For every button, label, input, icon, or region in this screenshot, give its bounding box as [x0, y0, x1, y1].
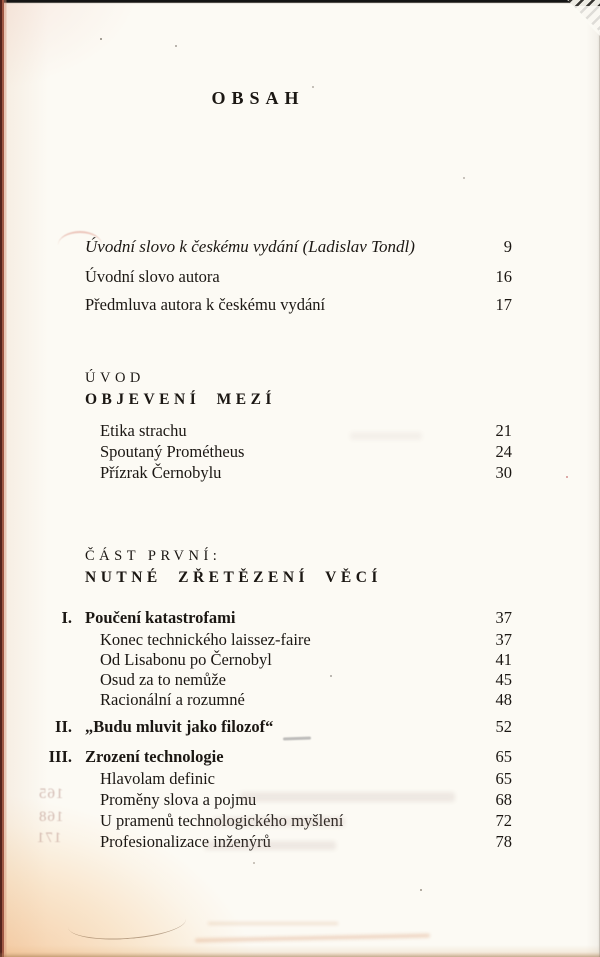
entry-label: Proměny slova a pojmu	[100, 790, 257, 809]
chapter-numeral: I.	[61, 608, 72, 627]
show-through-page-number: 168	[38, 809, 64, 825]
toc-row	[100, 441, 512, 462]
entry-label: Hlavolam definic	[100, 769, 216, 788]
entry-page-number: 37	[495, 630, 512, 649]
chapter-title: Zrození technologie	[85, 747, 224, 766]
toc-chapter-row	[40, 746, 512, 767]
entry-page-number: 72	[495, 811, 512, 830]
show-through-text-smudge	[204, 841, 336, 850]
toc-row	[100, 689, 512, 710]
section-kicker: ÚVOD	[85, 370, 145, 386]
entry-page-number: 48	[495, 690, 512, 709]
entry-page-number: 24	[495, 442, 512, 461]
entry-page-number: 21	[495, 421, 512, 440]
pencil-mark	[283, 737, 311, 741]
section-kicker: ČÁST PRVNÍ:	[85, 548, 222, 564]
entry-label: U pramenů technologického myšlení	[100, 811, 344, 830]
scratch-mark	[67, 904, 187, 943]
chapter-numeral: III.	[48, 747, 72, 766]
show-through-page-number: 171	[36, 830, 62, 846]
chapter-title: „Budu mluvit jako filozof“	[85, 717, 274, 736]
page-bottom-edge	[0, 952, 600, 957]
toc-chapter-row	[40, 607, 512, 628]
stain-streak	[208, 922, 338, 925]
entry-label: Od Lisabonu po Černobyl	[100, 650, 272, 669]
entry-page-number: 45	[495, 670, 512, 689]
entry-label: Racionální a rozumné	[100, 690, 245, 709]
entry-page-number: 65	[495, 747, 512, 766]
toc-chapter-row	[40, 716, 512, 737]
folded-corner-highlight	[570, 6, 600, 36]
section-heading: OBJEVENÍ MEZÍ	[85, 391, 276, 408]
chapter-title: Poučení katastrofami	[85, 608, 236, 627]
show-through-text-smudge	[350, 432, 422, 440]
stain-streak	[195, 934, 430, 943]
entry-page-number: 68	[495, 790, 512, 809]
entry-page-number: 41	[495, 650, 512, 669]
toc-row	[85, 236, 512, 257]
entry-label: Úvodní slovo k českému vydání (Ladislav Tondl)	[85, 237, 415, 256]
entry-page-number: 37	[495, 608, 512, 627]
toc-row	[85, 266, 512, 287]
entry-page-number: 30	[495, 463, 512, 482]
toc-row	[100, 768, 512, 789]
entry-label: Přízrak Černobylu	[100, 463, 222, 482]
entry-page-number: 52	[495, 717, 512, 736]
dust-specks	[0, 0, 2, 2]
entry-label: Osud za to nemůže	[100, 670, 226, 689]
toc-row	[85, 294, 512, 315]
page-top-edge	[0, 0, 600, 4]
page-left-edge	[0, 0, 7, 957]
page-title: OBSAH	[211, 88, 305, 108]
toc-row	[100, 462, 512, 483]
toc-row	[100, 629, 512, 650]
entry-label: Profesionalizace inženýrů	[100, 832, 271, 851]
entry-page-number: 78	[495, 832, 512, 851]
entry-label: Konec technického laissez-faire	[100, 630, 311, 649]
entry-label: Úvodní slovo autora	[85, 267, 220, 286]
toc-row	[100, 649, 512, 670]
entry-page-number: 17	[495, 295, 512, 314]
show-through-text-smudge	[213, 817, 345, 827]
entry-page-number: 16	[495, 267, 512, 286]
toc-row	[100, 669, 512, 690]
show-through-page-number: 165	[38, 786, 64, 802]
chapter-numeral: II.	[55, 717, 72, 736]
entry-label: Spoutaný Prométheus	[100, 442, 245, 461]
toc-row	[100, 420, 512, 441]
entry-page-number: 65	[495, 769, 512, 788]
entry-label: Etika strachu	[100, 421, 187, 440]
show-through-text-smudge	[240, 792, 455, 802]
entry-page-number: 9	[503, 237, 512, 256]
entry-label: Předmluva autora k českému vydání	[85, 295, 326, 314]
section-heading: NUTNÉ ZŘETĚZENÍ VĚCÍ	[85, 569, 382, 586]
